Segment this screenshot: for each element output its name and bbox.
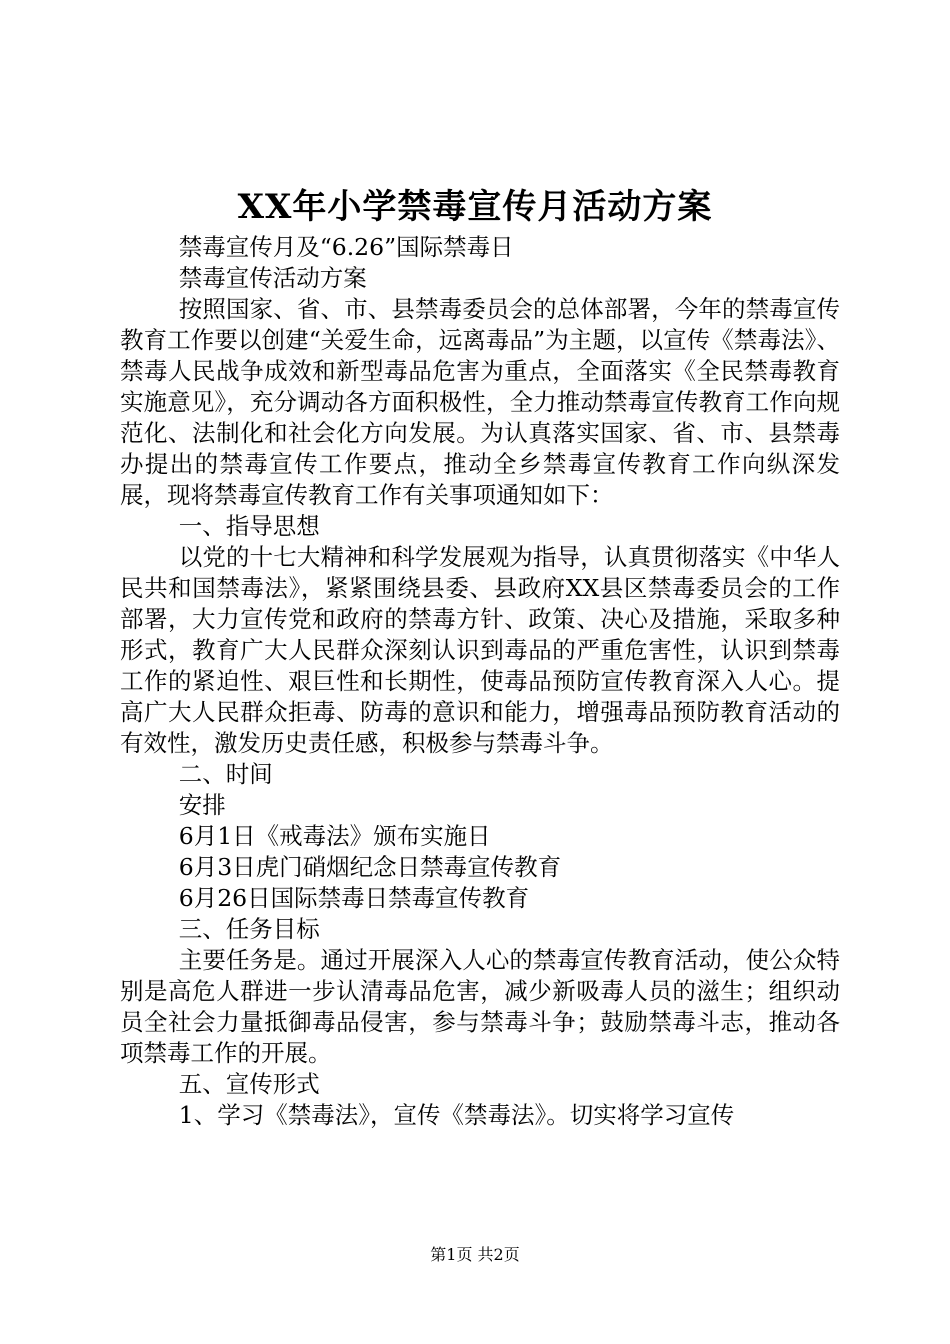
document-title: XX年小学禁毒宣传月活动方案 <box>237 187 713 227</box>
document-body <box>120 232 840 1131</box>
page-footer: 第1页 共2页 <box>430 1245 520 1264</box>
publicity-item-1: 1、学习《禁毒法》，宣传《禁毒法》。切实将学习宣传 <box>178 1101 735 1129</box>
schedule-item: 6月26日国际禁毒日禁毒宣传教育 <box>178 884 530 912</box>
schedule-item: 6月1日《戒毒法》颁布实施日 <box>178 822 491 850</box>
intro-paragraph: 按照国家、省、市、县禁毒委员会的总体部署，今年的禁毒宣传教育工作要以创建“关爱生命，远离毒品”为主题，以宣传《禁毒法》、禁毒人民战争成效和新型毒品危害为重点，全面落实《全民禁毒教育实施意见》，充分调动各方面积极性，全力推动禁毒宣传教育工作向规范化、法制化和社会化方向发展。为认真落实国家、省、市、县禁毒办提出的禁毒宣传工作要点，推动全乡禁毒宣传教育工作向纵深发展，现将禁毒宣传教育工作有关事项通知如下： <box>120 295 840 509</box>
section-heading-time: 二、时间 <box>178 760 273 788</box>
subtitle-line-1: 禁毒宣传月及“6.26”国际禁毒日 <box>178 233 514 261</box>
subtitle-line-2: 禁毒宣传活动方案 <box>178 264 367 292</box>
section-heading-guiding-thought: 一、指导思想 <box>178 512 320 540</box>
time-arrangement-label: 安排 <box>178 791 226 819</box>
guiding-thought-paragraph: 以党的十七大精神和科学发展观为指导，认真贯彻落实《中华人民共和国禁毒法》，紧紧围绕县委、县政府XX县区禁毒委员会的工作部署，大力宣传党和政府的禁毒方针、政策、决心及措施，采取多种形式，教育广大人民群众深刻认识到毒品的严重危害性，认识到禁毒工作的紧迫性、艰巨性和长期性，使毒品预防宣传教育深入人心。提高广大人民群众拒毒、防毒的意识和能力，增强毒品预防教育活动的有效性，激发历史责任感，积极参与禁毒斗争。 <box>120 543 840 757</box>
task-goals-paragraph: 主要任务是。通过开展深入人心的禁毒宣传教育活动，使公众特别是高危人群进一步认清毒品危害，减少新吸毒人员的滋生；组织动员全社会力量抵御毒品侵害，参与禁毒斗争；鼓励禁毒斗志，推动各项禁毒工作的开展。 <box>120 946 840 1067</box>
section-heading-task-goals: 三、任务目标 <box>178 915 320 943</box>
section-heading-publicity-forms: 五、宣传形式 <box>178 1070 320 1098</box>
schedule-item: 6月3日虎门硝烟纪念日禁毒宣传教育 <box>178 853 562 881</box>
